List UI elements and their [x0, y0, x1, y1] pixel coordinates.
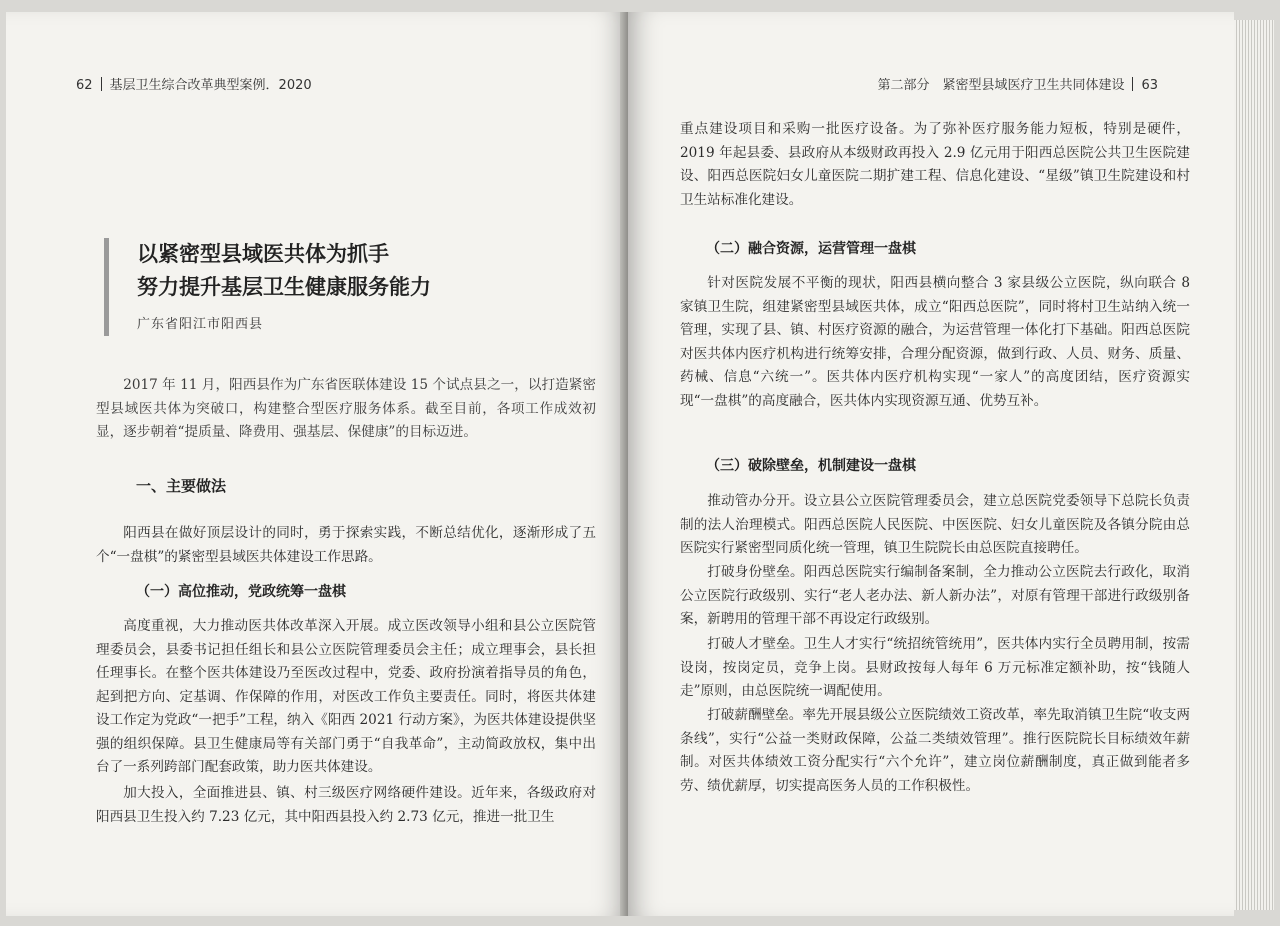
intro-paragraph: 2017 年 11 月，阳西县作为广东省医联体建设 15 个试点县之一，以打造紧密型县域医共体为突破口，构建整合型医疗服务体系。截至目前，各项工作成效初显，逐步朝着“提质量、降费用、强基层、保健康”的目标迈进。 [96, 377, 596, 440]
article-title-line-2: 努力提升基层卫生健康服务能力 [137, 275, 431, 299]
left-running-head [76, 74, 312, 93]
subsection3-paragraph-1: 推动管办分开。设立县公立医院管理委员会，建立总医院党委领导下总院长负责制的法人治理模式。阳西总医院人民医院、中医医院、妇女儿童医院及各镇分院由总医院实行紧密型同质化统一管理，镇卫生院院长由总医院直接聘任。 [680, 493, 1190, 556]
running-head-divider [101, 77, 102, 91]
article-title-line-1: 以紧密型县域医共体为抓手 [137, 242, 389, 266]
right-page [628, 12, 1234, 916]
right-running-head [877, 74, 1158, 93]
subsection3-paragraph-2: 打破身份壁垒。阳西总医院实行编制备案制，全力推动公立医院去行政化，取消公立医院行政级别、实行“老人老办法、新人新办法”，对原有管理干部进行政级别备案，新聘用的管理干部不再设定行政级别。 [680, 564, 1190, 627]
section-heading-main-practices: 一、主要做法 [136, 477, 227, 495]
left-page [6, 12, 626, 916]
subsection-heading-3: （三）破除壁垒，机制建设一盘棋 [706, 458, 916, 474]
book-title: 基层卫生综合改革典型案例．2020 [109, 78, 312, 93]
subsection3-paragraph-4: 打破薪酬壁垒。率先开展县级公立医院绩效工资改革，率先取消镇卫生院“收支两条线”，实行“公益一类财政保障，公益二类绩效管理”。推行医院院长目标绩效年薪制。对医共体绩效工资分配实行“六个允许”，建立岗位薪酬制度，真正做到能者多劳、绩优薪厚，切实提高医务人员的工作积极性。 [680, 707, 1190, 794]
section1-paragraph: 阳西县在做好顶层设计的同时，勇于探索实践，不断总结优化，逐渐形成了五个“一盘棋”的紧密型县域医共体建设工作思路。 [96, 525, 596, 565]
article-author: 广东省阳江市阳西县 [137, 317, 264, 332]
page-edge-stack [1234, 20, 1274, 910]
part-title: 第二部分 紧密型县域医疗卫生共同体建设 [877, 78, 1125, 93]
running-head-divider [1132, 77, 1133, 91]
subsection1-paragraph-1: 高度重视，大力推动医共体改革深入开展。成立医改领导小组和县公立医院管理委员会，县委书记担任组长和县公立医院管理委员会主任；成立理事会，县长担任理事长。在整个医共体建设乃至医改过程中，党委、政府扮演着指导员的角色，起到把方向、定基调、作保障的作用，对医改工作负主要责任。同时，将医共体建设工作定为党政“一把手”工程，纳入《阳西 2021 行动方案》，为医共体建设提供坚强的组织保障。县卫生健康局等有关部门勇于“自我革命”，主动简政放权，集中出台了一系列跨部门配套政策，助力医共体建设。 [96, 618, 596, 775]
article-title-block [104, 238, 617, 336]
subsection2-paragraph: 针对医院发展不平衡的现状，阳西县横向整合 3 家县级公立医院，纵向联合 8 家镇卫生院，组建紧密型县域医共体，成立“阳西总医院”，同时将村卫生站纳入统一管理，实现了县、镇、村医疗资源的融合，为运营管理一体化打下基础。阳西总医院对医共体内医疗机构进行统筹安排，合理分配资源，做到行政、人员、财务、质量、药械、信息“六统一”。医共体内医疗机构实现“一家人”的高度团结，医疗资源实现“一盘棋”的高度融合，医共体内实现资源互通、优势互补。 [680, 275, 1190, 409]
continued-paragraph: 重点建设项目和采购一批医疗设备。为了弥补医疗服务能力短板，特别是硬件，2019 年起县委、县政府从本级财政再投入 2.9 亿元用于阳西总医院公共卫生医院建设、阳西总医院妇女儿童医院二期扩建工程、信息化建设、“星级”镇卫生院建设和村卫生站标准化建设。 [680, 121, 1190, 208]
right-page-number: 63 [1141, 78, 1158, 93]
subsection-heading-2: （二）融合资源，运营管理一盘棋 [706, 241, 916, 257]
left-page-number: 62 [76, 78, 93, 93]
subsection3-paragraph-3: 打破人才壁垒。卫生人才实行“统招统管统用”，医共体内实行全员聘用制，按需设岗，按岗定员，竞争上岗。县财政按每人每年 6 万元标准定额补助，按“钱随人走”原则，由总医院统一调配使用。 [680, 636, 1190, 699]
subsection1-paragraph-2: 加大投入，全面推进县、镇、村三级医疗网络硬件建设。近年来，各级政府对阳西县卫生投入约 7.23 亿元，其中阳西县投入约 2.73 亿元，推进一批卫生 [96, 785, 596, 825]
subsection-heading-1: （一）高位推动，党政统筹一盘棋 [136, 584, 346, 600]
